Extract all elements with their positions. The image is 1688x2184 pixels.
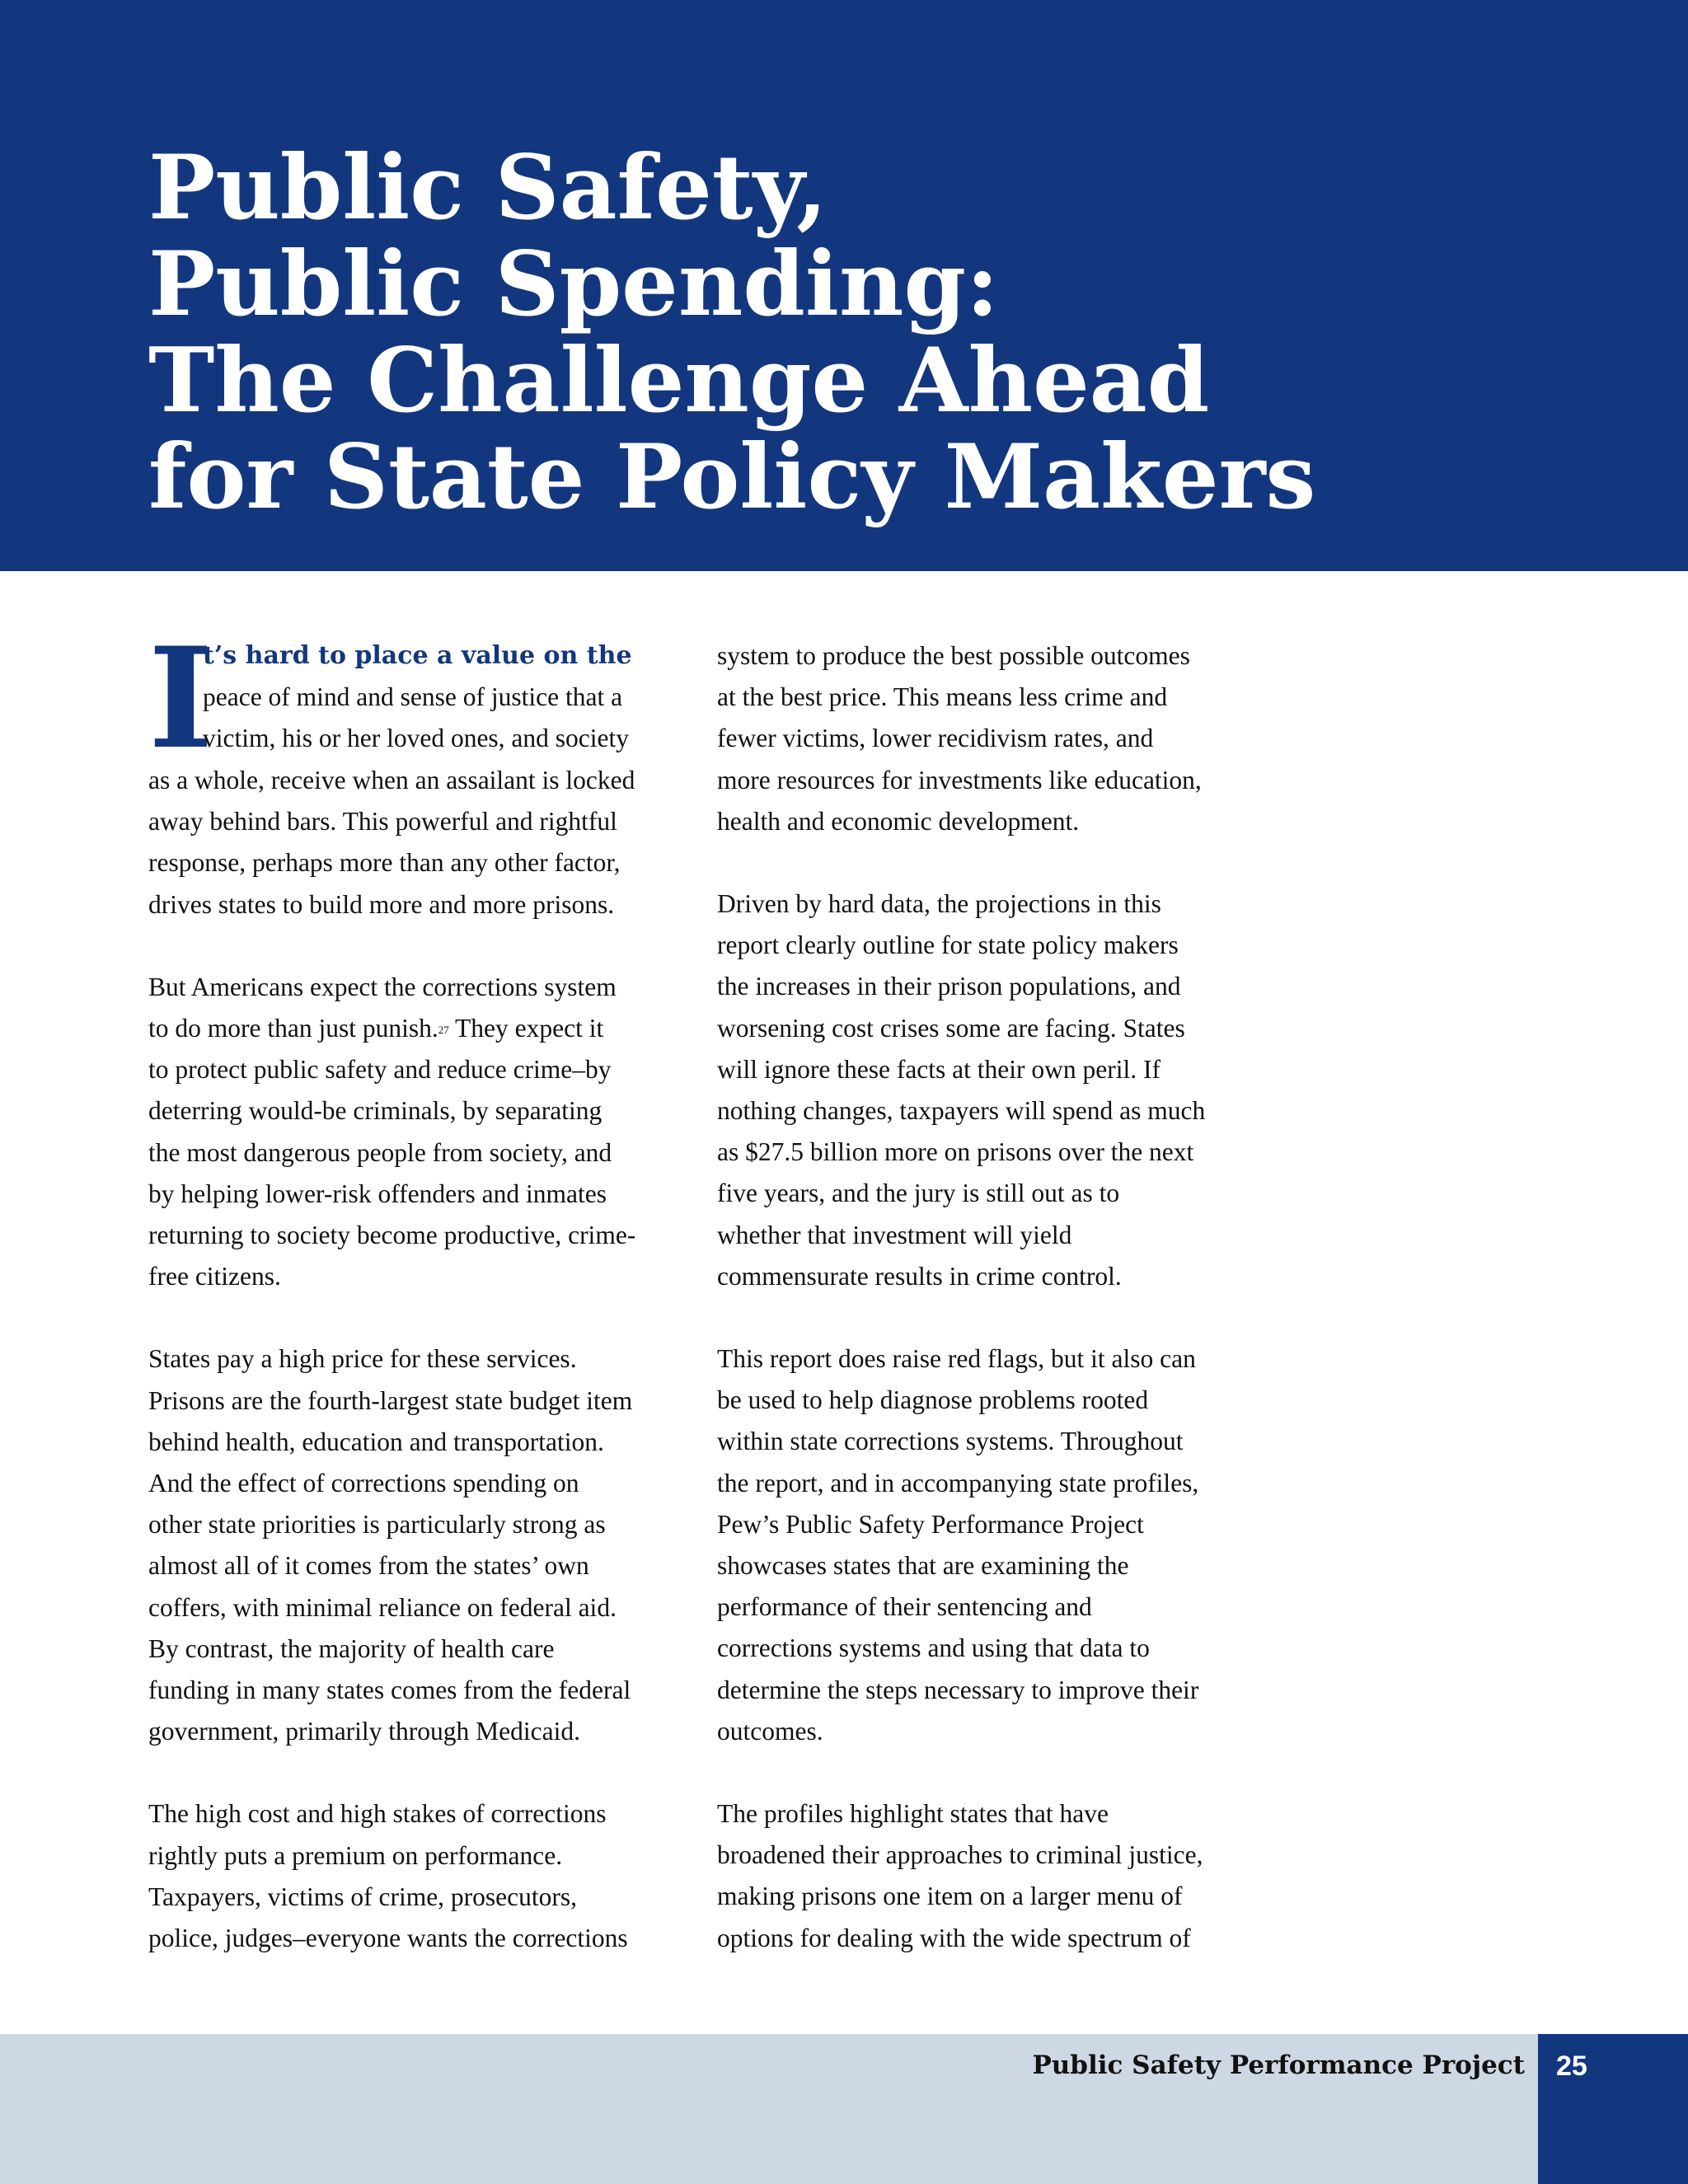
- text-line: as $27.5 billion more on prisons over the next: [717, 1137, 1194, 1167]
- lead-bold-line: t’s hard to place a value on the: [203, 641, 632, 670]
- text-line: The high cost and high stakes of corrections: [148, 1799, 607, 1829]
- text-line: by helping lower-risk offenders and inmates: [148, 1179, 607, 1208]
- text-line: Taxpayers, victims of crime, prosecutors,: [148, 1882, 578, 1911]
- text-line: determine the steps necessary to improve their: [717, 1675, 1199, 1704]
- text-line: broadened their approaches to criminal justice,: [717, 1840, 1203, 1870]
- text-line: to protect public safety and reduce crime–by: [148, 1055, 612, 1085]
- text-line: within state corrections systems. Throughout: [717, 1427, 1184, 1456]
- text-line: free citizens.: [148, 1262, 281, 1291]
- text-line: worsening cost crises some are facing. States: [717, 1013, 1185, 1043]
- title-line: Public Spending:: [148, 232, 999, 336]
- text-line: police, judges–everyone wants the corrections: [148, 1924, 628, 1953]
- text-line: fewer victims, lower recidivism rates, and: [717, 724, 1154, 753]
- text-line: rightly puts a premium on performance.: [148, 1840, 563, 1870]
- paragraph: [148, 967, 692, 1298]
- title-line: for State Policy Makers: [148, 425, 1316, 529]
- text-line: health and economic development.: [717, 806, 1080, 836]
- text-line: will ignore these facts at their own peril. If: [717, 1054, 1160, 1084]
- footnote-marker: 27: [438, 1024, 449, 1037]
- text-line: the increases in their prison populations, and: [717, 972, 1181, 1001]
- text-line: almost all of it comes from the states’ own: [148, 1551, 589, 1581]
- text-line: And the effect of corrections spending on: [148, 1469, 579, 1498]
- footer-title: Public Safety Performance Project: [1032, 2050, 1525, 2080]
- title-line: The Challenge Ahead: [148, 329, 1210, 433]
- text-line: at the best price. This means less crime and: [717, 682, 1168, 712]
- text-line: behind health, education and transportation.: [148, 1427, 604, 1456]
- text-line: system to produce the best possible outcomes: [717, 641, 1190, 670]
- text-line: drives states to build more and more prisons.: [148, 889, 615, 919]
- text-line: government, primarily through Medicaid.: [148, 1717, 580, 1746]
- text-segment: to do more than just punish.: [148, 1014, 438, 1043]
- text-line: as a whole, receive when an assailant is locked: [148, 766, 635, 794]
- text-line: [148, 1008, 692, 1049]
- text-line: corrections systems and using that data to: [717, 1633, 1150, 1663]
- drop-cap: I: [148, 616, 213, 780]
- text-line: coffers, with minimal reliance on federal aid.: [148, 1592, 617, 1622]
- text-line: the most dangerous people from society, and: [148, 1137, 612, 1167]
- text-line: away behind bars. This powerful and rightful: [148, 807, 617, 837]
- text-line: performance of their sentencing and: [717, 1592, 1092, 1622]
- paragraph: [148, 760, 692, 926]
- text-line: deterring would-be criminals, by separating: [148, 1096, 603, 1126]
- text-line: The profiles highlight states that have: [717, 1799, 1109, 1829]
- title-line: Public Safety,: [148, 136, 828, 240]
- paragraph: [148, 1338, 692, 1752]
- text-line: the report, and in accompanying state profiles,: [717, 1468, 1199, 1497]
- text-line: other state priorities is particularly strong as: [148, 1510, 606, 1540]
- text-line: returning to society become productive, crime-: [148, 1221, 636, 1250]
- text-line: Prisons are the fourth-largest state budget item: [148, 1385, 633, 1415]
- paragraph: [148, 1793, 692, 1959]
- text-line: five years, and the jury is still out as to: [717, 1179, 1120, 1208]
- text-line: report clearly outline for state policy makers: [717, 930, 1179, 960]
- text-line: By contrast, the majority of health care: [148, 1633, 555, 1663]
- text-line: be used to help diagnose problems rooted: [717, 1385, 1149, 1415]
- text-line: showcases states that are examining the: [717, 1551, 1129, 1581]
- text-line: Pew’s Public Safety Performance Project: [717, 1509, 1144, 1539]
- text-line: whether that investment will yield: [717, 1220, 1072, 1249]
- paragraph: [717, 635, 1261, 842]
- text-line: But Americans expect the corrections system: [148, 972, 617, 1001]
- text-line: This report does raise red flags, but it also can: [717, 1344, 1196, 1374]
- text-segment: They expect it: [448, 1014, 604, 1043]
- text-line: response, perhaps more than any other factor,: [148, 848, 621, 878]
- right-column: [717, 635, 1261, 2000]
- lead-line: peace of mind and sense of justice that a: [203, 682, 623, 712]
- left-column: [148, 616, 692, 2000]
- paragraph: [717, 1338, 1261, 1752]
- text-line: nothing changes, taxpayers will spend as much: [717, 1096, 1206, 1126]
- lead-lines: [203, 635, 632, 760]
- text-line: States pay a high price for these services.: [148, 1344, 577, 1374]
- text-line: outcomes.: [717, 1716, 823, 1746]
- text-line: making prisons one item on a larger menu of: [717, 1882, 1183, 1911]
- page-number: 25: [1556, 2050, 1587, 2082]
- paragraph: [717, 883, 1261, 1297]
- text-line: commensurate results in crime control.: [717, 1261, 1122, 1291]
- page-title: [148, 136, 1316, 529]
- lead-line: victim, his or her loved ones, and society: [203, 724, 630, 753]
- text-line: more resources for investments like education,: [717, 765, 1202, 794]
- paragraph: [717, 1793, 1261, 1959]
- text-line: options for dealing with the wide spectrum of: [717, 1923, 1191, 1952]
- text-line: Driven by hard data, the projections in this: [717, 889, 1161, 919]
- text-line: funding in many states comes from the federal: [148, 1675, 631, 1705]
